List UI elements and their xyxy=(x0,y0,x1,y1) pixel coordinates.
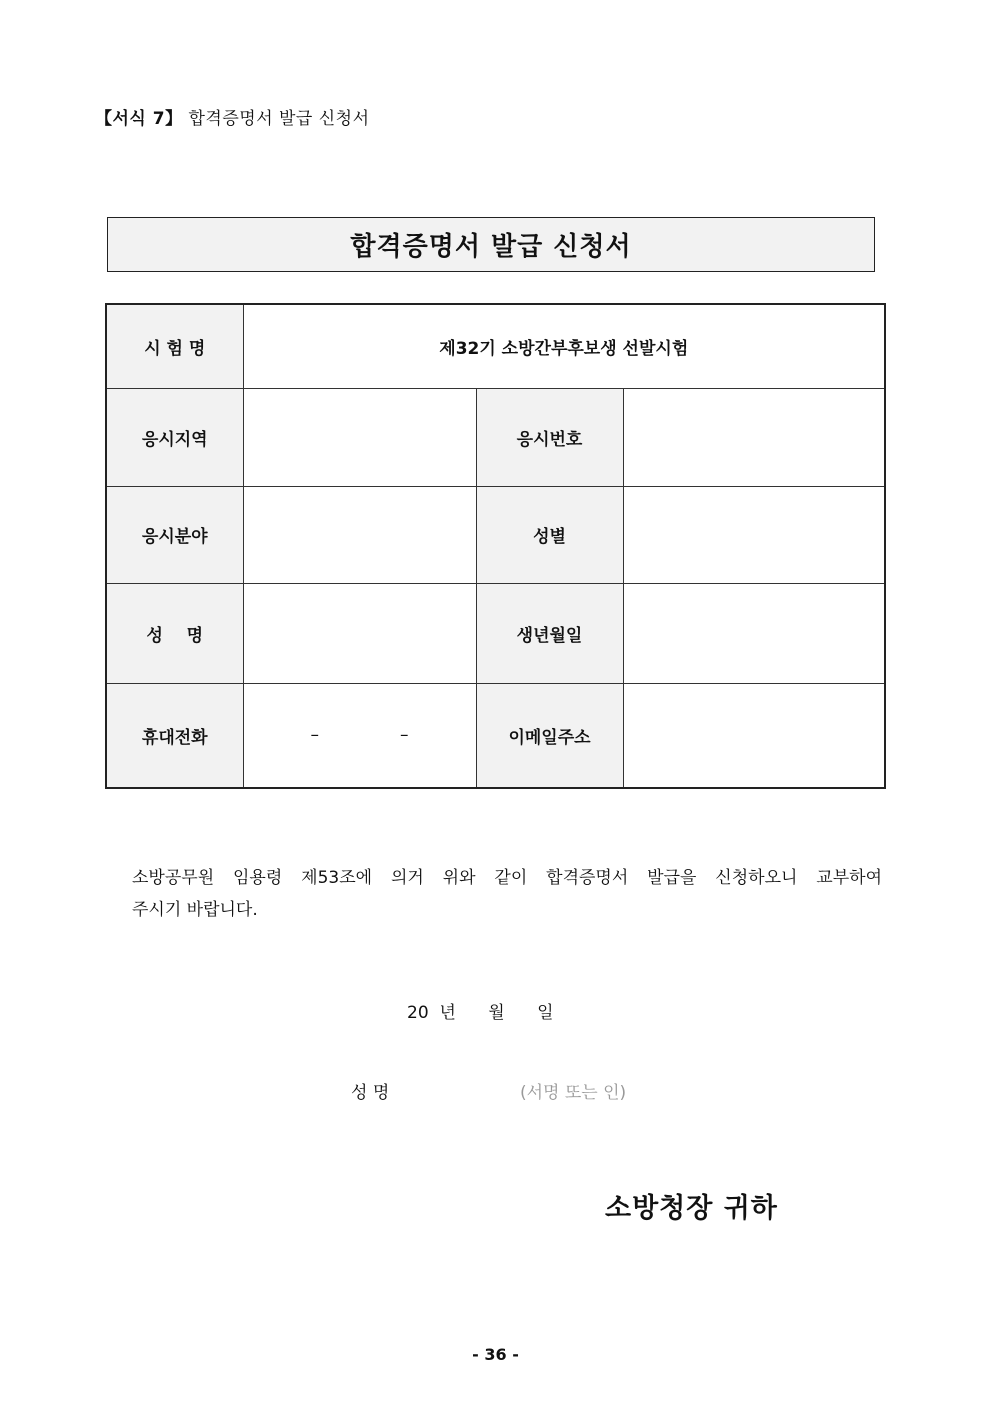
document-title: 합격증명서 발급 신청서 xyxy=(350,232,632,262)
birth-label: 생년월일 xyxy=(476,583,623,683)
statement-line-2: 주시기 바랍니다. xyxy=(132,900,258,920)
phone-field[interactable] xyxy=(243,683,476,788)
statement-line-1: 소방공무원 임용령 제53조에 의거 위와 같이 합격증명서 발급을 신청하오니 교부하여 xyxy=(132,868,882,888)
email-field[interactable] xyxy=(623,683,885,788)
region-field[interactable] xyxy=(243,388,476,486)
table-row xyxy=(106,388,885,486)
exam-name-label: 시 험 명 xyxy=(106,304,243,388)
region-label: 응시지역 xyxy=(106,388,243,486)
field-field[interactable] xyxy=(243,486,476,583)
phone-separator: – xyxy=(310,725,320,746)
table-row xyxy=(106,304,885,388)
form-tag xyxy=(95,104,370,129)
phone-separator: – xyxy=(399,725,409,746)
birth-field[interactable] xyxy=(623,583,885,683)
field-label: 응시분야 xyxy=(106,486,243,583)
table-row xyxy=(106,683,885,788)
table-row xyxy=(106,486,885,583)
gender-label: 성별 xyxy=(476,486,623,583)
phone-label: 휴대전화 xyxy=(106,683,243,788)
signature-note: (서명 또는 인) xyxy=(520,1083,627,1103)
exam-number-field[interactable] xyxy=(623,388,885,486)
page-number: - 36 - xyxy=(472,1345,519,1364)
table-row xyxy=(106,583,885,683)
signature-label: 성 명 xyxy=(351,1083,390,1103)
form-number: 【서식 7】 xyxy=(95,109,183,129)
exam-number-label: 응시번호 xyxy=(476,388,623,486)
email-label: 이메일주소 xyxy=(476,683,623,788)
recipient: 소방청장 귀하 xyxy=(605,1193,778,1224)
application-form-table xyxy=(105,303,886,789)
document-title-box xyxy=(107,217,875,272)
date-line: 20 년 월 일 xyxy=(407,1003,554,1023)
gender-field[interactable] xyxy=(623,486,885,583)
exam-name-value: 제32기 소방간부후보생 선발시험 xyxy=(243,304,885,388)
name-field[interactable] xyxy=(243,583,476,683)
name-label: 성 명 xyxy=(106,583,243,683)
form-tag-title: 합격증명서 발급 신청서 xyxy=(188,109,370,129)
